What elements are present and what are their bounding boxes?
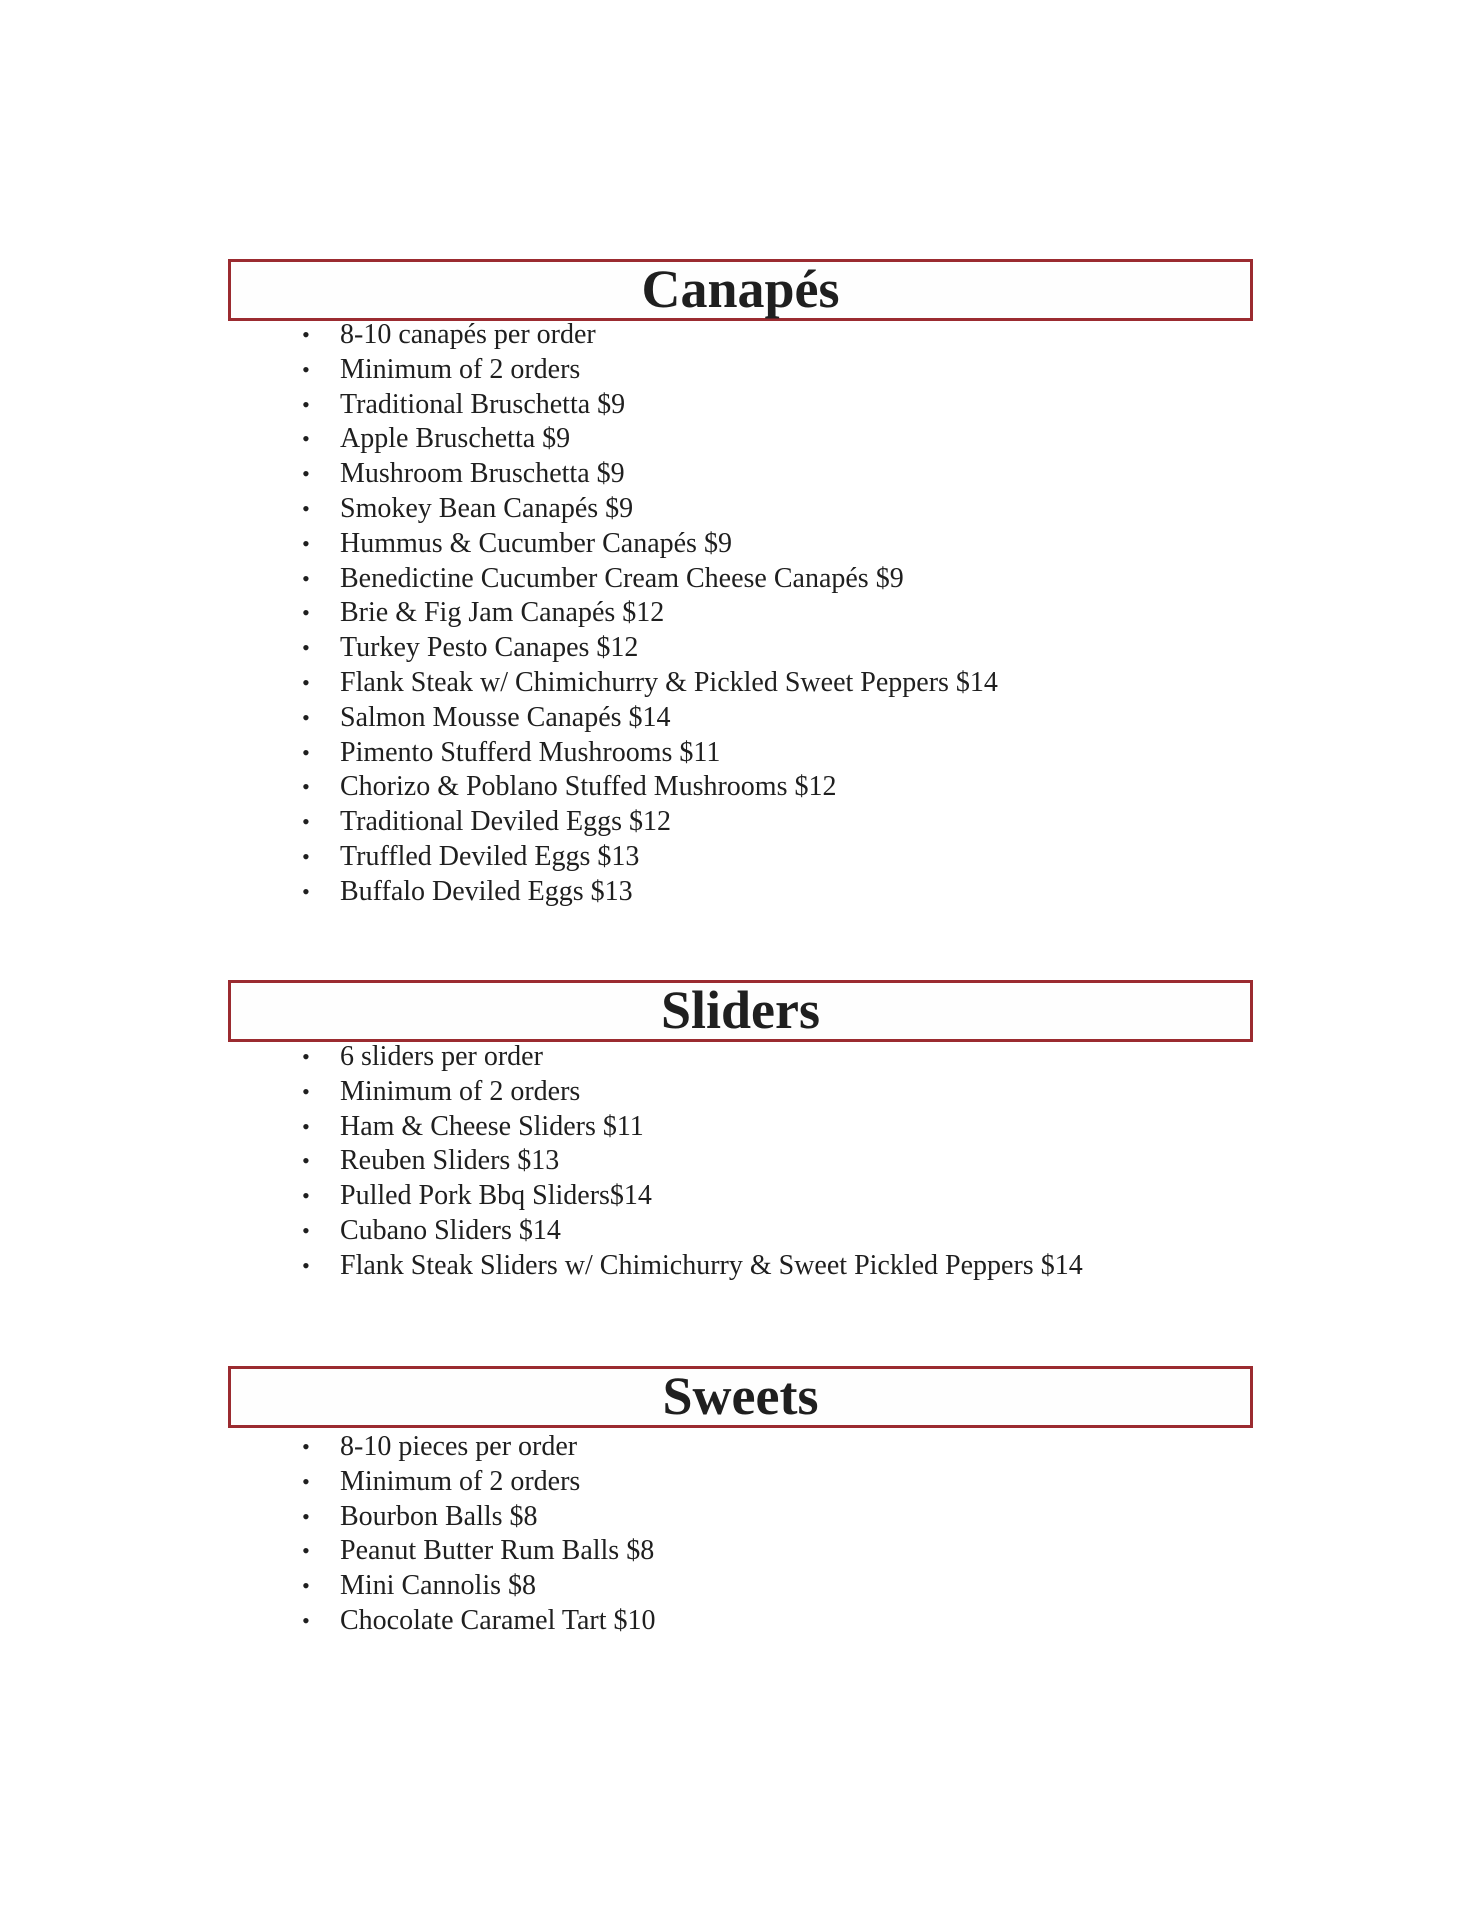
menu-item: • Cubano Sliders $14 xyxy=(302,1214,1302,1249)
menu-list-sliders xyxy=(302,1040,1302,1284)
menu-item: • Benedictine Cucumber Cream Cheese Canapés $9 xyxy=(302,562,1302,597)
section-header-box-sweets xyxy=(228,1366,1253,1428)
menu-item: • Ham & Cheese Sliders $11 xyxy=(302,1110,1302,1145)
menu-item: • Minimum of 2 orders xyxy=(302,1465,1302,1500)
menu-item: • 8-10 canapés per order xyxy=(302,318,1302,353)
menu-item: • Traditional Deviled Eggs $12 xyxy=(302,805,1302,840)
menu-list-sweets xyxy=(302,1430,1302,1639)
menu-item: • 6 sliders per order xyxy=(302,1040,1302,1075)
menu-item: • Peanut Butter Rum Balls $8 xyxy=(302,1534,1302,1569)
menu-item: • Minimum of 2 orders xyxy=(302,353,1302,388)
menu-item: • Reuben Sliders $13 xyxy=(302,1144,1302,1179)
menu-item: • Bourbon Balls $8 xyxy=(302,1500,1302,1535)
menu-item: • 8-10 pieces per order xyxy=(302,1430,1302,1465)
section-header-box-sliders xyxy=(228,980,1253,1042)
menu-list-canapes xyxy=(302,318,1302,910)
menu-item: • Chocolate Caramel Tart $10 xyxy=(302,1604,1302,1639)
section-title-sliders: Sliders xyxy=(660,980,821,1040)
menu-item: • Hummus & Cucumber Canapés $9 xyxy=(302,527,1302,562)
menu-item: • Truffled Deviled Eggs $13 xyxy=(302,840,1302,875)
menu-item: • Buffalo Deviled Eggs $13 xyxy=(302,875,1302,910)
section-title-canapes: Canapés xyxy=(641,259,840,319)
menu-item: • Apple Bruschetta $9 xyxy=(302,422,1302,457)
section-title-sweets: Sweets xyxy=(662,1366,819,1426)
menu-item: • Turkey Pesto Canapes $12 xyxy=(302,631,1302,666)
menu-item: • Mini Cannolis $8 xyxy=(302,1569,1302,1604)
menu-item: • Pimento Stufferd Mushrooms $11 xyxy=(302,736,1302,771)
menu-item: • Chorizo & Poblano Stuffed Mushrooms $12 xyxy=(302,770,1302,805)
menu-item: • Brie & Fig Jam Canapés $12 xyxy=(302,596,1302,631)
menu-item: • Pulled Pork Bbq Sliders$14 xyxy=(302,1179,1302,1214)
menu-item: • Flank Steak w/ Chimichurry & Pickled Sweet Peppers $14 xyxy=(302,666,1302,701)
menu-item: • Traditional Bruschetta $9 xyxy=(302,388,1302,423)
menu-item: • Mushroom Bruschetta $9 xyxy=(302,457,1302,492)
menu-item: • Smokey Bean Canapés $9 xyxy=(302,492,1302,527)
section-header-box-canapes xyxy=(228,259,1253,321)
menu-item: • Flank Steak Sliders w/ Chimichurry & Sweet Pickled Peppers $14 xyxy=(302,1249,1302,1284)
menu-item: • Salmon Mousse Canapés $14 xyxy=(302,701,1302,736)
menu-item: • Minimum of 2 orders xyxy=(302,1075,1302,1110)
